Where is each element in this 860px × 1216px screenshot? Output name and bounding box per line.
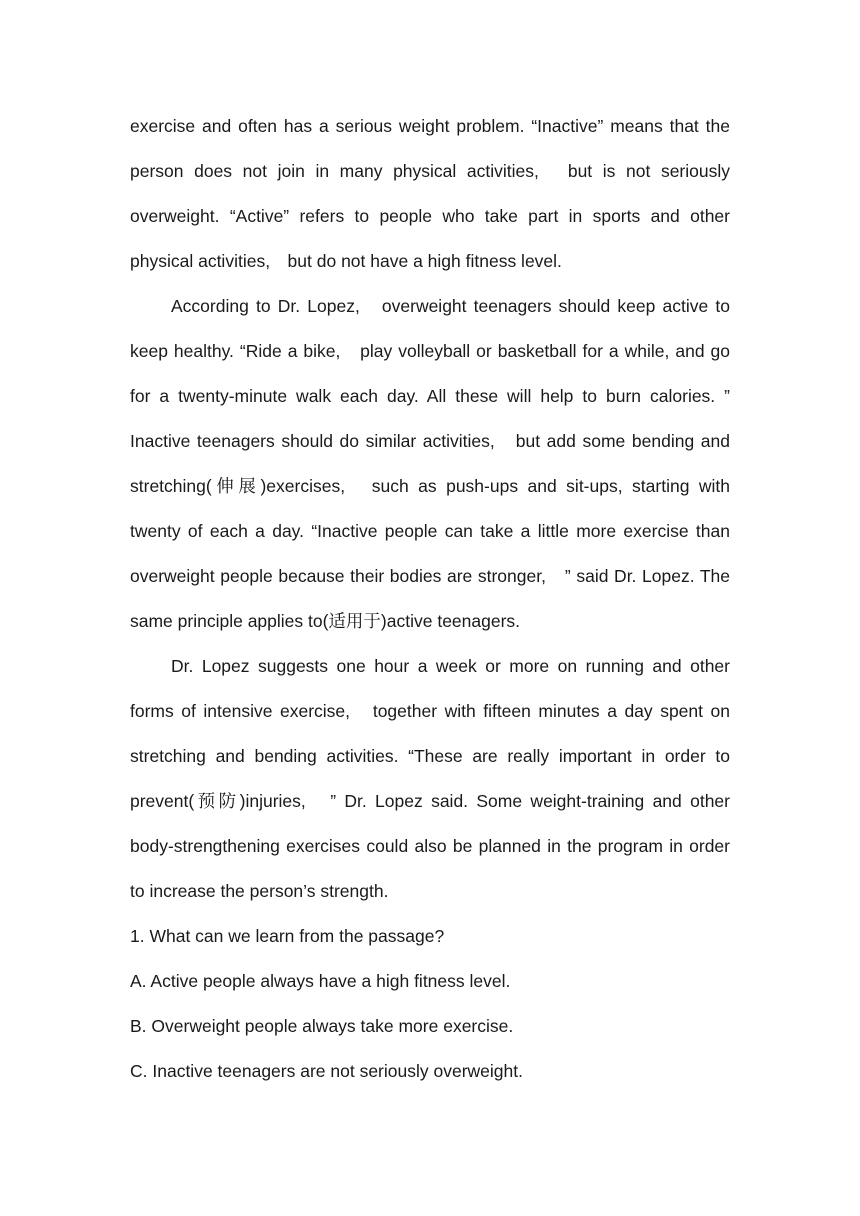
paragraph-3: Dr. Lopez suggests one hour a week or more on running and other forms of intensive exercise, together with fifteen minutes a day spent on stretching and bending activities. “These are really important in order to prevent(预防)injuries, ” Dr. Lopez said. Some weight-training and other body-strengthening exercises could also be planned in the program in order to increase the person’s strength. xyxy=(130,656,730,901)
question-block xyxy=(130,914,730,1094)
option-a: A. Active people always have a high fitness level. xyxy=(130,971,511,991)
document-page xyxy=(130,104,730,1094)
paragraph-1: exercise and often has a serious weight problem. “Inactive” means that the person does not join in many physical activities, but is not seriously overweight. “Active” refers to people who take part in sports and other physical activities, but do not have a high fitness level. xyxy=(130,116,730,271)
option-c: C. Inactive teenagers are not seriously overweight. xyxy=(130,1061,523,1081)
option-b: B. Overweight people always take more exercise. xyxy=(130,1016,514,1036)
paragraph-2: According to Dr. Lopez, overweight teenagers should keep active to keep healthy. “Ride a bike, play volleyball or basketball for a while, and go for a twenty-minute walk each day. All these will help to burn calories. ” Inactive teenagers should do similar activities, but add some bending and stretching(伸展)exercises, such as push-ups and sit-ups, starting with twenty of each a day. “Inactive people can take a little more exercise than overweight people because their bodies are stronger, ” said Dr. Lopez. The same principle applies to(适用于)active teenagers. xyxy=(130,296,730,631)
question-stem: 1. What can we learn from the passage? xyxy=(130,926,445,946)
